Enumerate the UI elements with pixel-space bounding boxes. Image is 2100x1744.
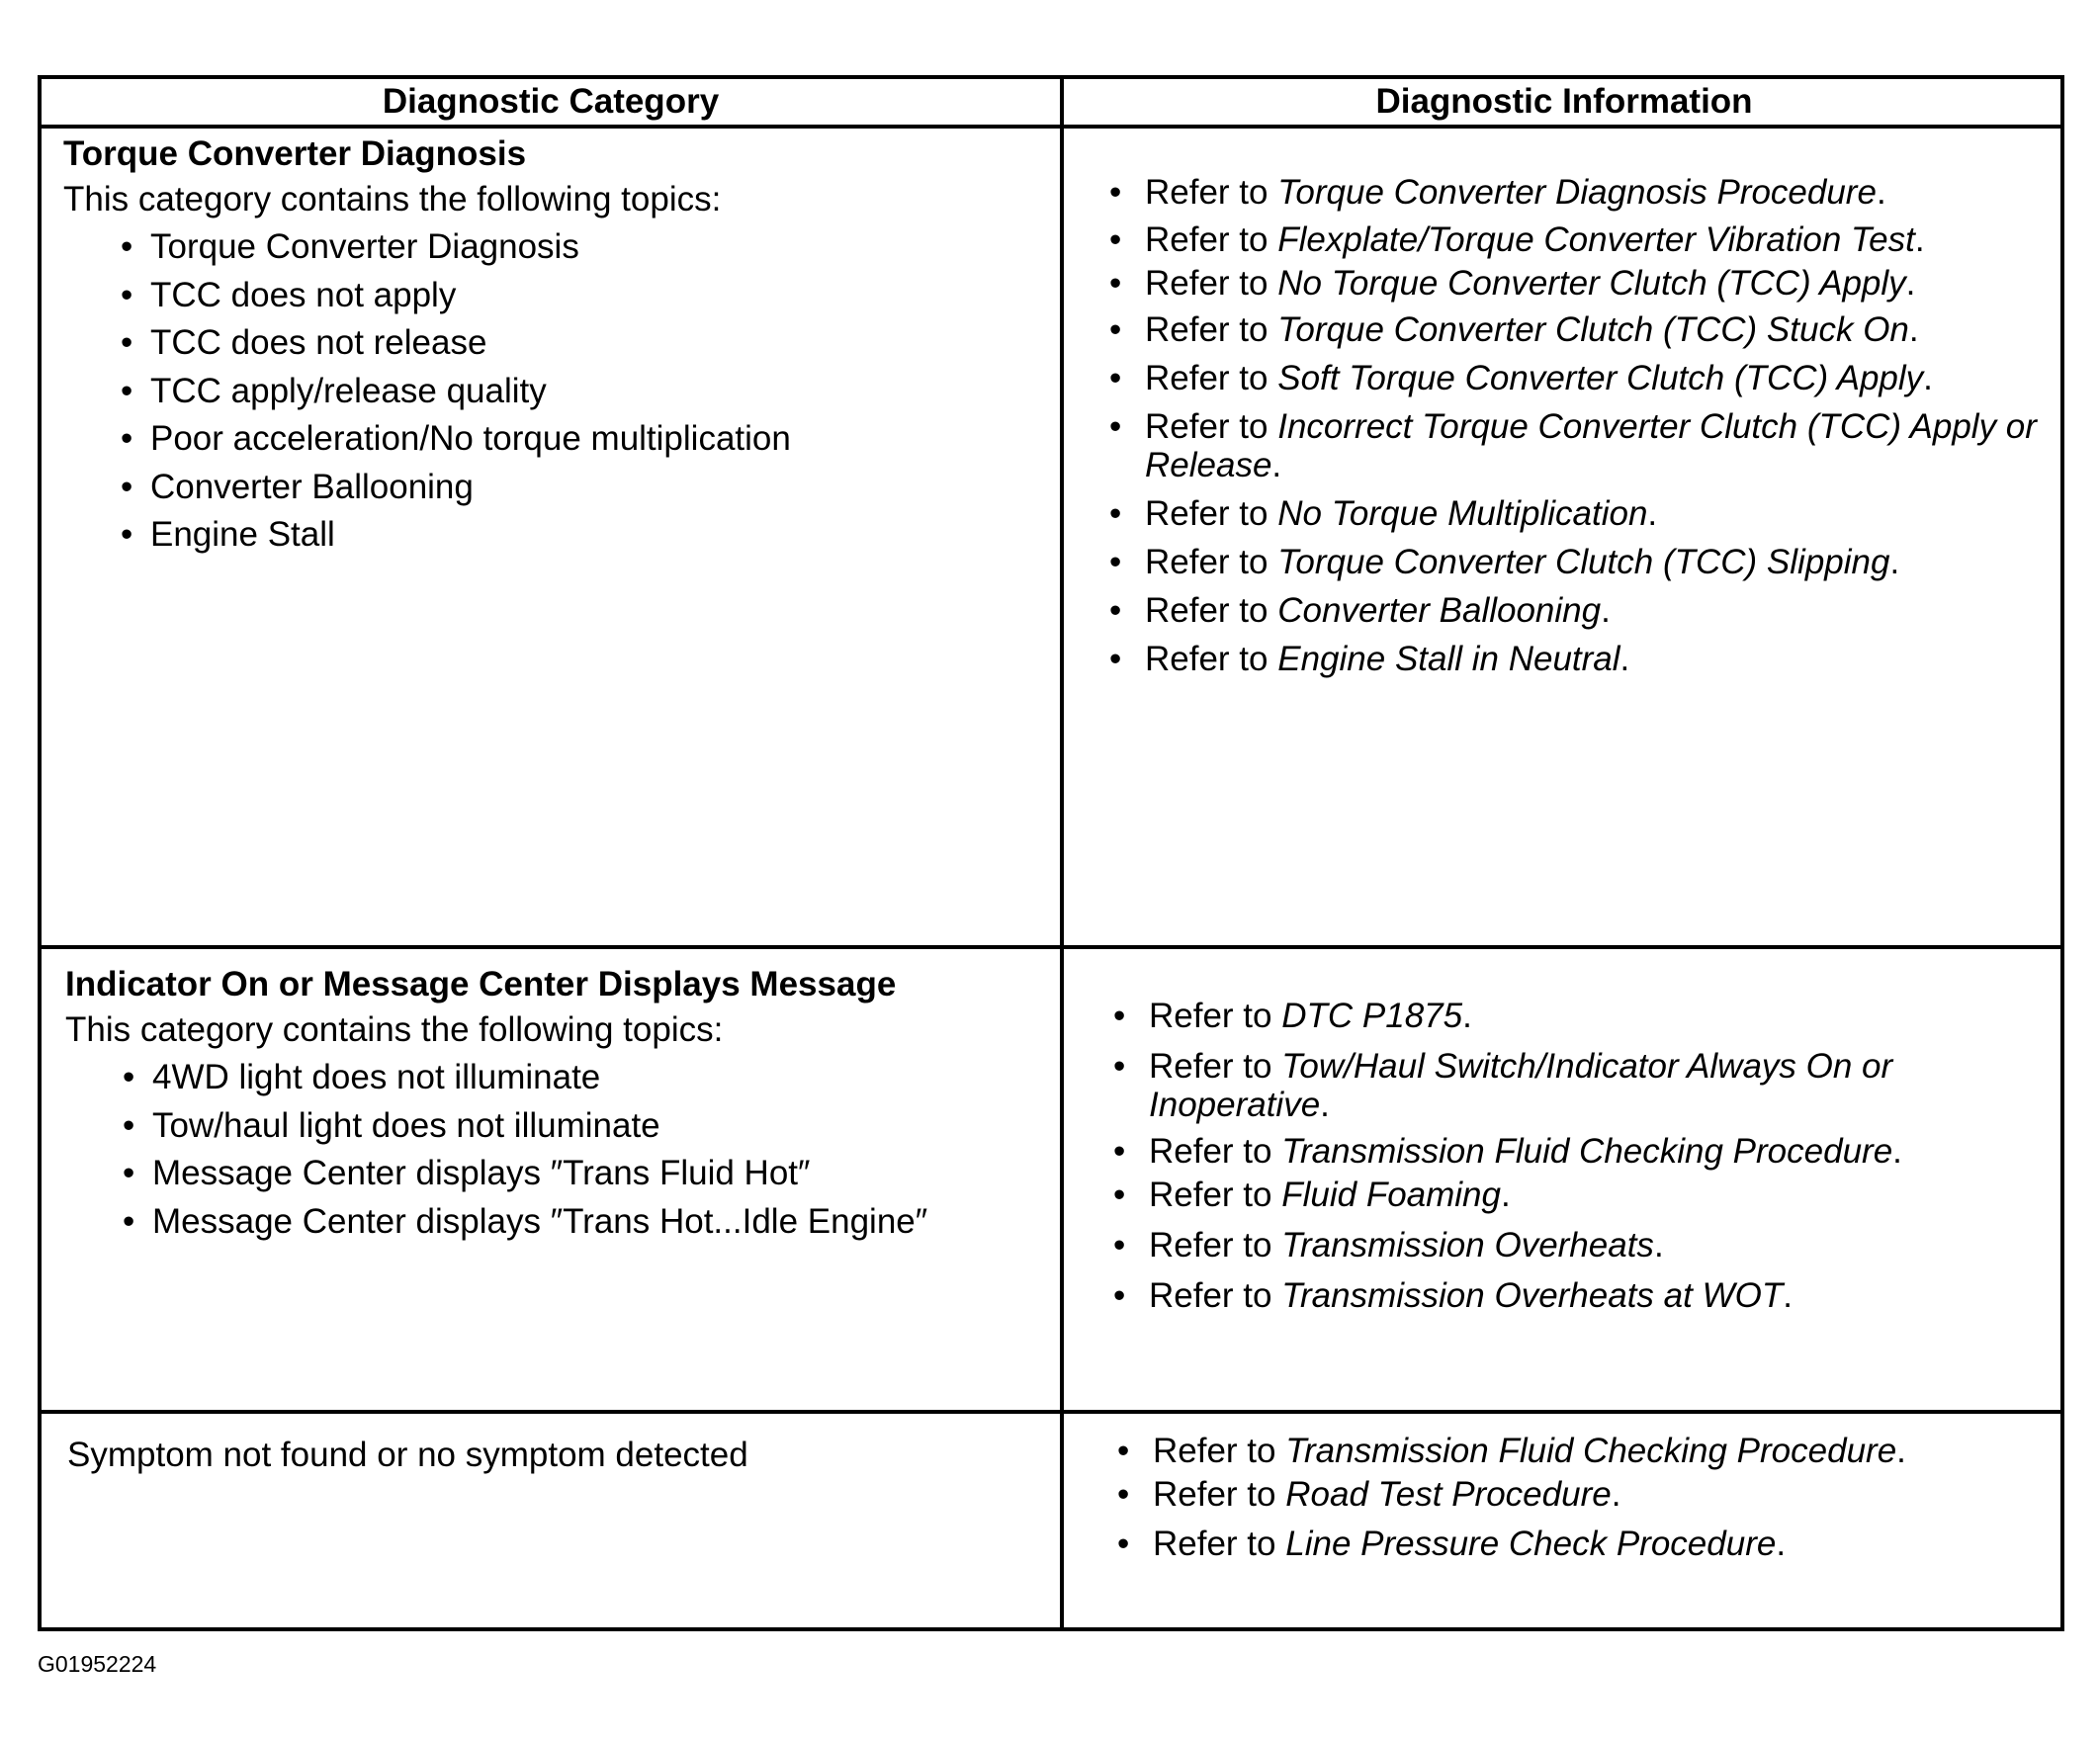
reference-link[interactable]: Soft Torque Converter Clutch (TCC) Apply	[1277, 359, 1924, 397]
reference-item: • Refer to No Torque Multiplication.	[1109, 494, 1658, 533]
bullet-icon: •	[121, 227, 133, 266]
list-item: • Message Center displays ″Trans Fluid Hot″	[123, 1150, 1060, 1198]
reference-link[interactable]: Line Pressure Check Procedure	[1285, 1525, 1777, 1563]
row-2-category-cell	[42, 949, 1064, 1414]
reference-link[interactable]: DTC P1875	[1281, 997, 1463, 1035]
diagnostic-table	[38, 75, 2064, 1631]
row-2-topic-list	[65, 1054, 1060, 1246]
reference-item: • Refer to Torque Converter Diagnosis Procedure.	[1109, 173, 1886, 212]
row-3-information-cell	[1064, 1414, 2064, 1627]
row-2-information-cell	[1064, 949, 2064, 1414]
reference-item: • Refer to Torque Converter Clutch (TCC) Slipping.	[1109, 543, 1900, 581]
bullet-icon: •	[121, 371, 133, 410]
bullet-icon: •	[1109, 310, 1122, 349]
header-information-label: Diagnostic Information	[1375, 82, 1753, 121]
reference-link[interactable]: Flexplate/Torque Converter Vibration Test	[1277, 220, 1915, 259]
reference-item: • Refer to Tow/Haul Switch/Indicator Always On or Inoperative.	[1113, 1047, 1893, 1124]
reference-link[interactable]: No Torque Multiplication	[1277, 494, 1648, 533]
row-2-title: Indicator On or Message Center Displays Message	[65, 965, 897, 1003]
list-item: • Poor acceleration/No torque multiplication	[121, 415, 1060, 464]
list-item: • TCC apply/release quality	[121, 368, 1060, 416]
reference-link[interactable]: Fluid Foaming	[1281, 1176, 1501, 1214]
bullet-icon: •	[1109, 591, 1122, 630]
row-1-information-cell	[1064, 129, 2064, 949]
bullet-icon: •	[1109, 494, 1122, 533]
reference-link[interactable]: Transmission Fluid Checking Procedure	[1285, 1432, 1897, 1470]
reference-link[interactable]: Torque Converter Clutch (TCC) Stuck On	[1277, 310, 1909, 349]
bullet-icon: •	[1113, 997, 1126, 1035]
list-item: • Engine Stall	[121, 511, 1060, 560]
list-item: • Converter Ballooning	[121, 464, 1060, 512]
bullet-icon: •	[1109, 359, 1122, 397]
header-diagnostic-category	[42, 79, 1064, 129]
reference-item: • Refer to Fluid Foaming.	[1113, 1176, 1511, 1214]
row-2-intro: This category contains the following topics:	[65, 1010, 724, 1049]
bullet-icon: •	[1113, 1176, 1126, 1214]
reference-item: • Refer to Flexplate/Torque Converter Vibration Test.	[1109, 220, 1925, 259]
bullet-icon: •	[123, 1201, 135, 1241]
bullet-icon: •	[1113, 1132, 1126, 1171]
bullet-icon: •	[1109, 543, 1122, 581]
bullet-icon: •	[1109, 640, 1122, 678]
reference-link[interactable]: No Torque Converter Clutch (TCC) Apply	[1277, 264, 1906, 303]
row-1-reference-list	[1109, 173, 2045, 678]
bullet-icon: •	[1113, 1047, 1126, 1086]
reference-link[interactable]: Tow/Haul Switch/Indicator Always On or Inoperative	[1149, 1047, 1893, 1124]
reference-link[interactable]: Transmission Fluid Checking Procedure	[1281, 1132, 1893, 1171]
bullet-icon: •	[123, 1105, 135, 1145]
header-diagnostic-information	[1064, 79, 2064, 129]
bullet-icon: •	[121, 275, 133, 314]
reference-link[interactable]: Converter Ballooning	[1277, 591, 1602, 630]
reference-item: • Refer to Transmission Overheats.	[1113, 1226, 1664, 1264]
row-3-text: Symptom not found or no symptom detected	[67, 1436, 748, 1474]
bullet-icon: •	[1113, 1226, 1126, 1264]
list-item: • Message Center displays ″Trans Hot...Idle Engine″	[123, 1198, 1060, 1247]
header-category-label: Diagnostic Category	[382, 82, 720, 121]
bullet-icon: •	[1117, 1432, 1130, 1470]
bullet-icon: •	[1109, 220, 1122, 259]
reference-link[interactable]: Transmission Overheats	[1281, 1226, 1654, 1264]
reference-item: • Refer to Transmission Overheats at WOT.	[1113, 1276, 1793, 1315]
bullet-icon: •	[121, 419, 133, 458]
reference-link[interactable]: Incorrect Torque Converter Clutch (TCC) Apply or Release	[1145, 407, 2037, 484]
reference-item: • Refer to Torque Converter Clutch (TCC) Stuck On.	[1109, 310, 1919, 349]
reference-item: • Refer to Transmission Fluid Checking Procedure.	[1113, 1132, 1902, 1171]
reference-item: • Refer to Incorrect Torque Converter Clutch (TCC) Apply or Release.	[1109, 407, 2037, 484]
reference-item: • Refer to Soft Torque Converter Clutch (TCC) Apply.	[1109, 359, 1933, 397]
row-3-category-cell	[42, 1414, 1064, 1627]
list-item: • Torque Converter Diagnosis	[121, 223, 1060, 272]
bullet-icon: •	[121, 467, 133, 506]
bullet-icon: •	[121, 323, 133, 362]
list-item: • Tow/haul light does not illuminate	[123, 1102, 1060, 1151]
reference-item: • Refer to DTC P1875.	[1113, 997, 1472, 1035]
row-1-intro: This category contains the following topics:	[63, 180, 722, 218]
list-item: • 4WD light does not illuminate	[123, 1054, 1060, 1102]
bullet-icon: •	[1109, 407, 1122, 446]
row-2-reference-list	[1113, 997, 2045, 1315]
reference-item: • Refer to No Torque Converter Clutch (TCC) Apply.	[1109, 264, 1916, 303]
reference-item: • Refer to Transmission Fluid Checking Procedure.	[1117, 1432, 1906, 1470]
reference-item: • Refer to Engine Stall in Neutral.	[1109, 640, 1630, 678]
reference-item: • Refer to Line Pressure Check Procedure.	[1117, 1525, 1787, 1563]
reference-item: • Refer to Converter Ballooning.	[1109, 591, 1611, 630]
reference-link[interactable]: Transmission Overheats at WOT	[1281, 1276, 1784, 1315]
bullet-icon: •	[1117, 1475, 1130, 1514]
row-1-category-cell	[42, 129, 1064, 949]
list-item: • TCC does not release	[121, 319, 1060, 368]
reference-link[interactable]: Torque Converter Clutch (TCC) Slipping	[1277, 543, 1890, 581]
reference-item: • Refer to Road Test Procedure.	[1117, 1475, 1621, 1514]
row-3-reference-list	[1117, 1432, 2045, 1563]
row-1-title: Torque Converter Diagnosis	[63, 134, 527, 173]
reference-link[interactable]: Road Test Procedure	[1285, 1475, 1612, 1514]
bullet-icon: •	[1117, 1525, 1130, 1563]
bullet-icon: •	[1113, 1276, 1126, 1315]
reference-link[interactable]: Engine Stall in Neutral	[1277, 640, 1620, 678]
bullet-icon: •	[121, 515, 133, 554]
bullet-icon: •	[123, 1154, 135, 1192]
reference-link[interactable]: Torque Converter Diagnosis Procedure	[1277, 173, 1877, 212]
figure-code: G01952224	[38, 1651, 157, 1677]
list-item: • TCC does not apply	[121, 272, 1060, 320]
bullet-icon: •	[1109, 173, 1122, 212]
row-1-topic-list	[63, 223, 1060, 560]
bullet-icon: •	[1109, 264, 1122, 303]
bullet-icon: •	[123, 1058, 135, 1096]
